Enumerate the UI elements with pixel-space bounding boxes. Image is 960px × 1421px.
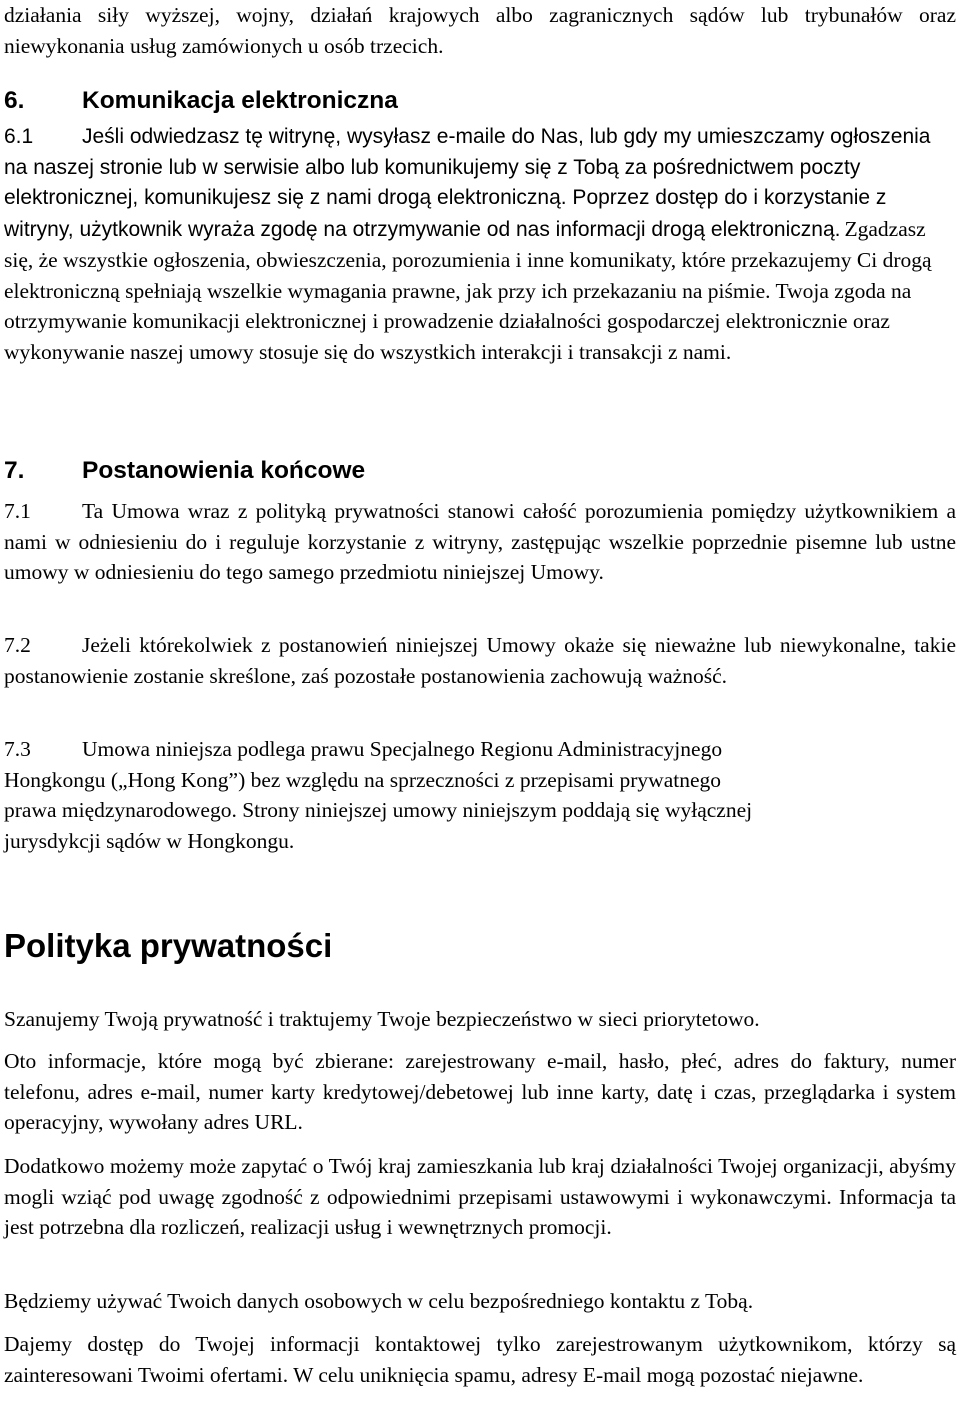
privacy-paragraph: Będziemy używać Twoich danych osobowych w celu bezpośredniego kontaktu z Tobą. bbox=[4, 1289, 754, 1313]
section6-1-paragraph bbox=[4, 122, 956, 367]
section7-2-text: Jeżeli którekolwiek z postanowień niniejszej Umowy okaże się nieważne lub niewykonalne, takie postanowienie zostanie skreślone, zaś pozostałe postanowienia zachowują ważność. bbox=[4, 633, 956, 688]
section7-3-line: Hongkongu („Hong Kong”) bez względu na sprzeczności z przepisami prywatnego bbox=[4, 767, 722, 792]
section7-3-number: 7.3 bbox=[4, 737, 31, 761]
section6-1-serif-text: Zgadzasz się, że wszystkie ogłoszenia, obwieszczenia, porozumienia i inne komunikaty, które przekazujemy Ci drogą elektroniczną spełniają wszelkie wymagania prawne, jak przy ich przekazaniu na piśmie. Twoja zgoda na otrzymywanie komunikacji elektronicznej i prowadzenie działalności gospodarczej elektronicznie oraz wykonywanie naszej umowy stosuje się do wszystkich interakcji i transakcji z nami. bbox=[4, 216, 932, 364]
privacy-paragraph: Dajemy dostęp do Twojej informacji kontaktowej tylko zarejestrowanym użytkownikom, którzy są zainteresowani Twoimi ofertami. W celu uniknięcia spamu, adresy E-mail mogą pozostać niejawne. bbox=[4, 1332, 956, 1387]
section7-number: 7. bbox=[4, 457, 25, 484]
section7-1-text: Ta Umowa wraz z polityką prywatności stanowi całość porozumienia pomiędzy użytkownikiem a nami w odniesieniu do i reguluje korzystanie z witryny, zastępując wszelkie poprzednie pisemne lub ustne umowy w odniesieniu do tego samego przedmiotu niniejszej Umowy. bbox=[4, 499, 956, 584]
section6-title: Komunikacja elektroniczna bbox=[82, 87, 398, 114]
section7-1-paragraph bbox=[4, 496, 956, 588]
privacy-heading: Polityka prywatności bbox=[4, 927, 333, 964]
privacy-paragraph: Szanujemy Twoją prywatność i traktujemy Twoje bezpieczeństwo w sieci priorytetowo. bbox=[4, 1007, 760, 1031]
section6-1-sans-text: Jeśli odwiedzasz tę witrynę, wysyłasz e-maile do Nas, lub gdy my umieszczamy ogłoszenia na naszej stronie lub w serwisie albo lub komunikujemy się z Tobą za pośrednictwem poczty elektronicznej, komunikujesz się z nami drogą elektroniczną. Poprzez dostęp do i korzystanie z witryny, użytkownik wyraża zgodę na otrzymywanie od nas informacji drogą elektroniczną. bbox=[4, 125, 931, 241]
section7-heading bbox=[4, 456, 365, 486]
section7-2-paragraph bbox=[4, 630, 956, 691]
section7-3-line bbox=[4, 734, 956, 765]
section7-3-line1: Umowa niniejsza podlega prawu Specjalnego Regionu Administracyjnego bbox=[82, 737, 723, 761]
privacy-paragraph: Dodatkowo możemy może zapytać o Twój kraj zamieszkania lub kraj działalności Twojej organizacji, abyśmy mogli wziąć pod uwagę zgodność z odpowiednimi przepisami ustawowymi i wykonawczymi. Informacja ta jest potrzebna dla rozliczeń, realizacji usług i wewnętrznych promocji. bbox=[4, 1154, 956, 1239]
section7-1-number: 7.1 bbox=[4, 499, 31, 523]
section6-number: 6. bbox=[4, 87, 25, 114]
privacy-paragraph: Oto informacje, które mogą być zbierane: zarejestrowany e-mail, hasło, płeć, adres do faktury, numer telefonu, adres e-mail, numer karty kredytowej/debetowej lub inne karty, datę i czas, przeglądarka i system operacyjny, wywołany adres URL. bbox=[4, 1049, 956, 1134]
section7-3-paragraph bbox=[4, 734, 956, 856]
section7-title: Postanowienia końcowe bbox=[82, 457, 366, 484]
section7-2-number: 7.2 bbox=[4, 633, 31, 657]
section7-3-line: jurysdykcji sądów w Hongkongu. bbox=[4, 828, 295, 853]
section5-tail-paragraph: działania siły wyższej, wojny, działań krajowych albo zagranicznych sądów lub trybunałów oraz niewykonania usług zamówionych u osób trzecich. bbox=[4, 3, 956, 58]
section7-3-line: prawa międzynarodowego. Strony niniejszej umowy niniejszym poddają się wyłącznej bbox=[4, 798, 753, 822]
section6-1-number: 6.1 bbox=[4, 125, 34, 148]
section6-heading bbox=[4, 86, 398, 116]
